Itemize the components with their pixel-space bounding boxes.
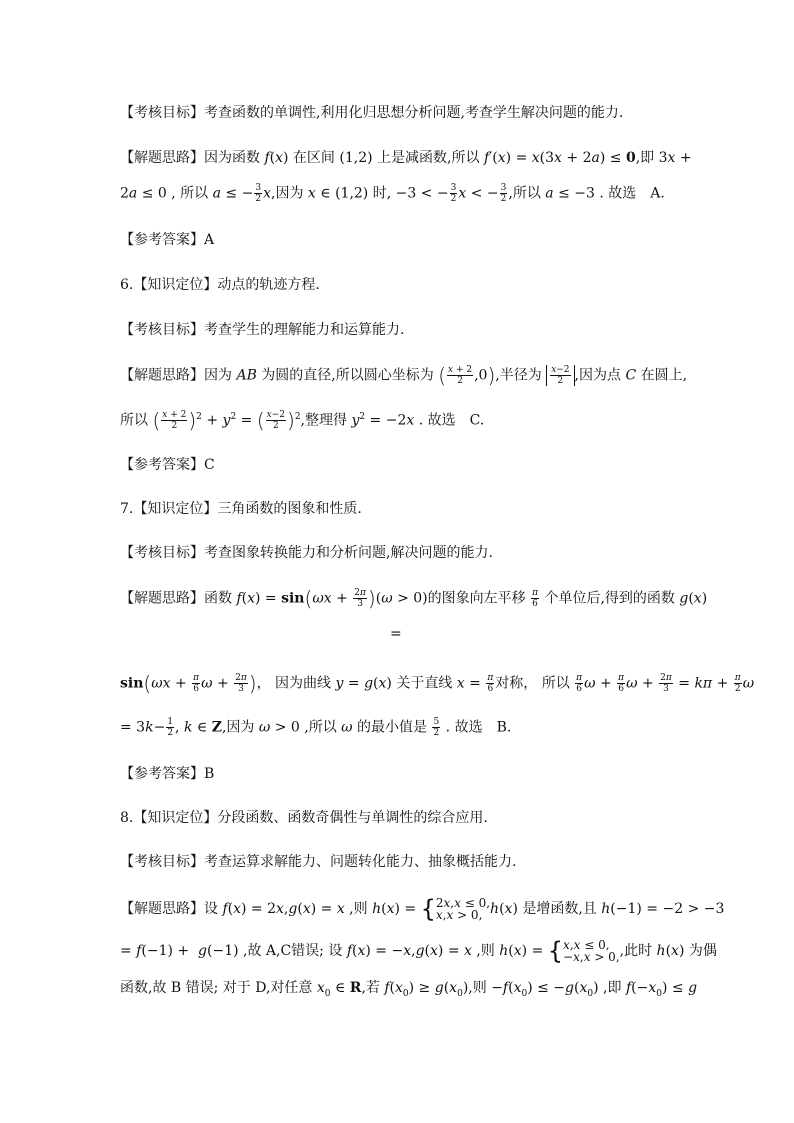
knowledge-7: 7.【知识定位】三角函数的图象和性质. [120,501,362,517]
solution-6-line2: 所以 ( $\frac{x + 2}{2}$ )$^2 + y^2$ = ( $\frac{x-2}{2}$ )$^2$,整理得 $y^2 = -2x$ . 故选 C. [120,408,485,433]
exam-goal-8: 【考核目标】考查运算求解能力、问题转化能力、抽象概括能力. [120,854,517,870]
answer-7: 【参考答案】B [120,766,215,782]
solution-7-line2: sin(ωx + $\frac{\pi}{6}$ ω + $\frac{2\pi}{3}$ )， 因为曲线 y = g(x) 关于直线 x = $\frac{\pi}{6}$ 对称， 所以 $\frac{\pi}{6}$ ω + $\frac{\pi}{6}$ ω + $\frac{2\pi}{3}$ = kπ + $\frac{\pi}{2}$ ω [120,671,755,696]
solution-7-line1: 【解题思路】函数 f(x) = sin(ωx + $\frac{2\pi}{3}$ )(ω > 0)的图象向左平移 $\frac{\pi}{6}$ 个单位后,得到的函数 g(x) [120,586,708,611]
solution-5-line1: 【解题思路】因为函数 f(x) 在区间 (1,2) 上是减函数,所以 f′(x) = x(3x + 2a) ≤ 0,即 3x + [120,150,692,166]
solution-8-line2: = f(−1) + g(−1) ,故 A,C错误; 设 f(x) = −x,g(x) = x ,则 h(x) = { x,x ≤ 0, −x,x > 0, ,此时 h(x) 为偶 [120,937,717,965]
knowledge-6: 6.【知识定位】动点的轨迹方程. [120,277,320,293]
equals-sign: = [390,626,402,642]
solution-8-line1: 【解题思路】设 f(x) = 2x,g(x) = x ,则 h(x) = { 2x,x ≤ 0, x,x > 0, h(x) 是增函数,且 h(−1) = −2 > −3 [120,895,725,923]
knowledge-8: 8.【知识定位】分段函数、函数奇偶性与单调性的综合应用. [120,810,488,826]
answer-5: 【参考答案】A [120,232,215,248]
exam-goal-6: 【考核目标】考查学生的理解能力和运算能力. [120,322,405,338]
exam-goal-7: 【考核目标】考查图象转换能力和分析问题,解决问题的能力. [120,545,493,561]
answer-6: 【参考答案】C [120,457,215,473]
solution-5-line2: 2a ≤ 0 , 所以 a ≤ − $\frac{3}{2}$ x,因为 x ∈ (1,2) 时, −3 < − $\frac{3}{2}$ x < − $\frac{3}{2}$ ,所以 a ≤ −3 . 故选 A. [120,183,665,204]
exam-goal-5: 【考核目标】考查函数的单调性,利用化归思想分析问题,考查学生解决问题的能力. [120,105,624,121]
solution-7-line3: = 3k− $\frac{1}{2}$ , k ∈ Z,因为 ω > 0 ,所以 ω 的最小值是 $\frac{5}{2}$ . 故选 B. [120,717,512,738]
solution-8-line3: 函数,故 B 错误; 对于 D,对任意 $x_0$ ∈ R,若 $f(x_0) \ge g(x_0)$,则 $-f(x_0) \le -g(x_0)$ ,即 $f(-x_0) \le g$ [120,980,698,999]
solution-6-line1: 【解题思路】因为 AB 为圆的直径,所以圆心坐标为 ( $\frac{x + 2}{2}$ ,0),半径为 $\frac{x-2}{2}$ ,因为点 C 在圆上, [120,363,688,388]
